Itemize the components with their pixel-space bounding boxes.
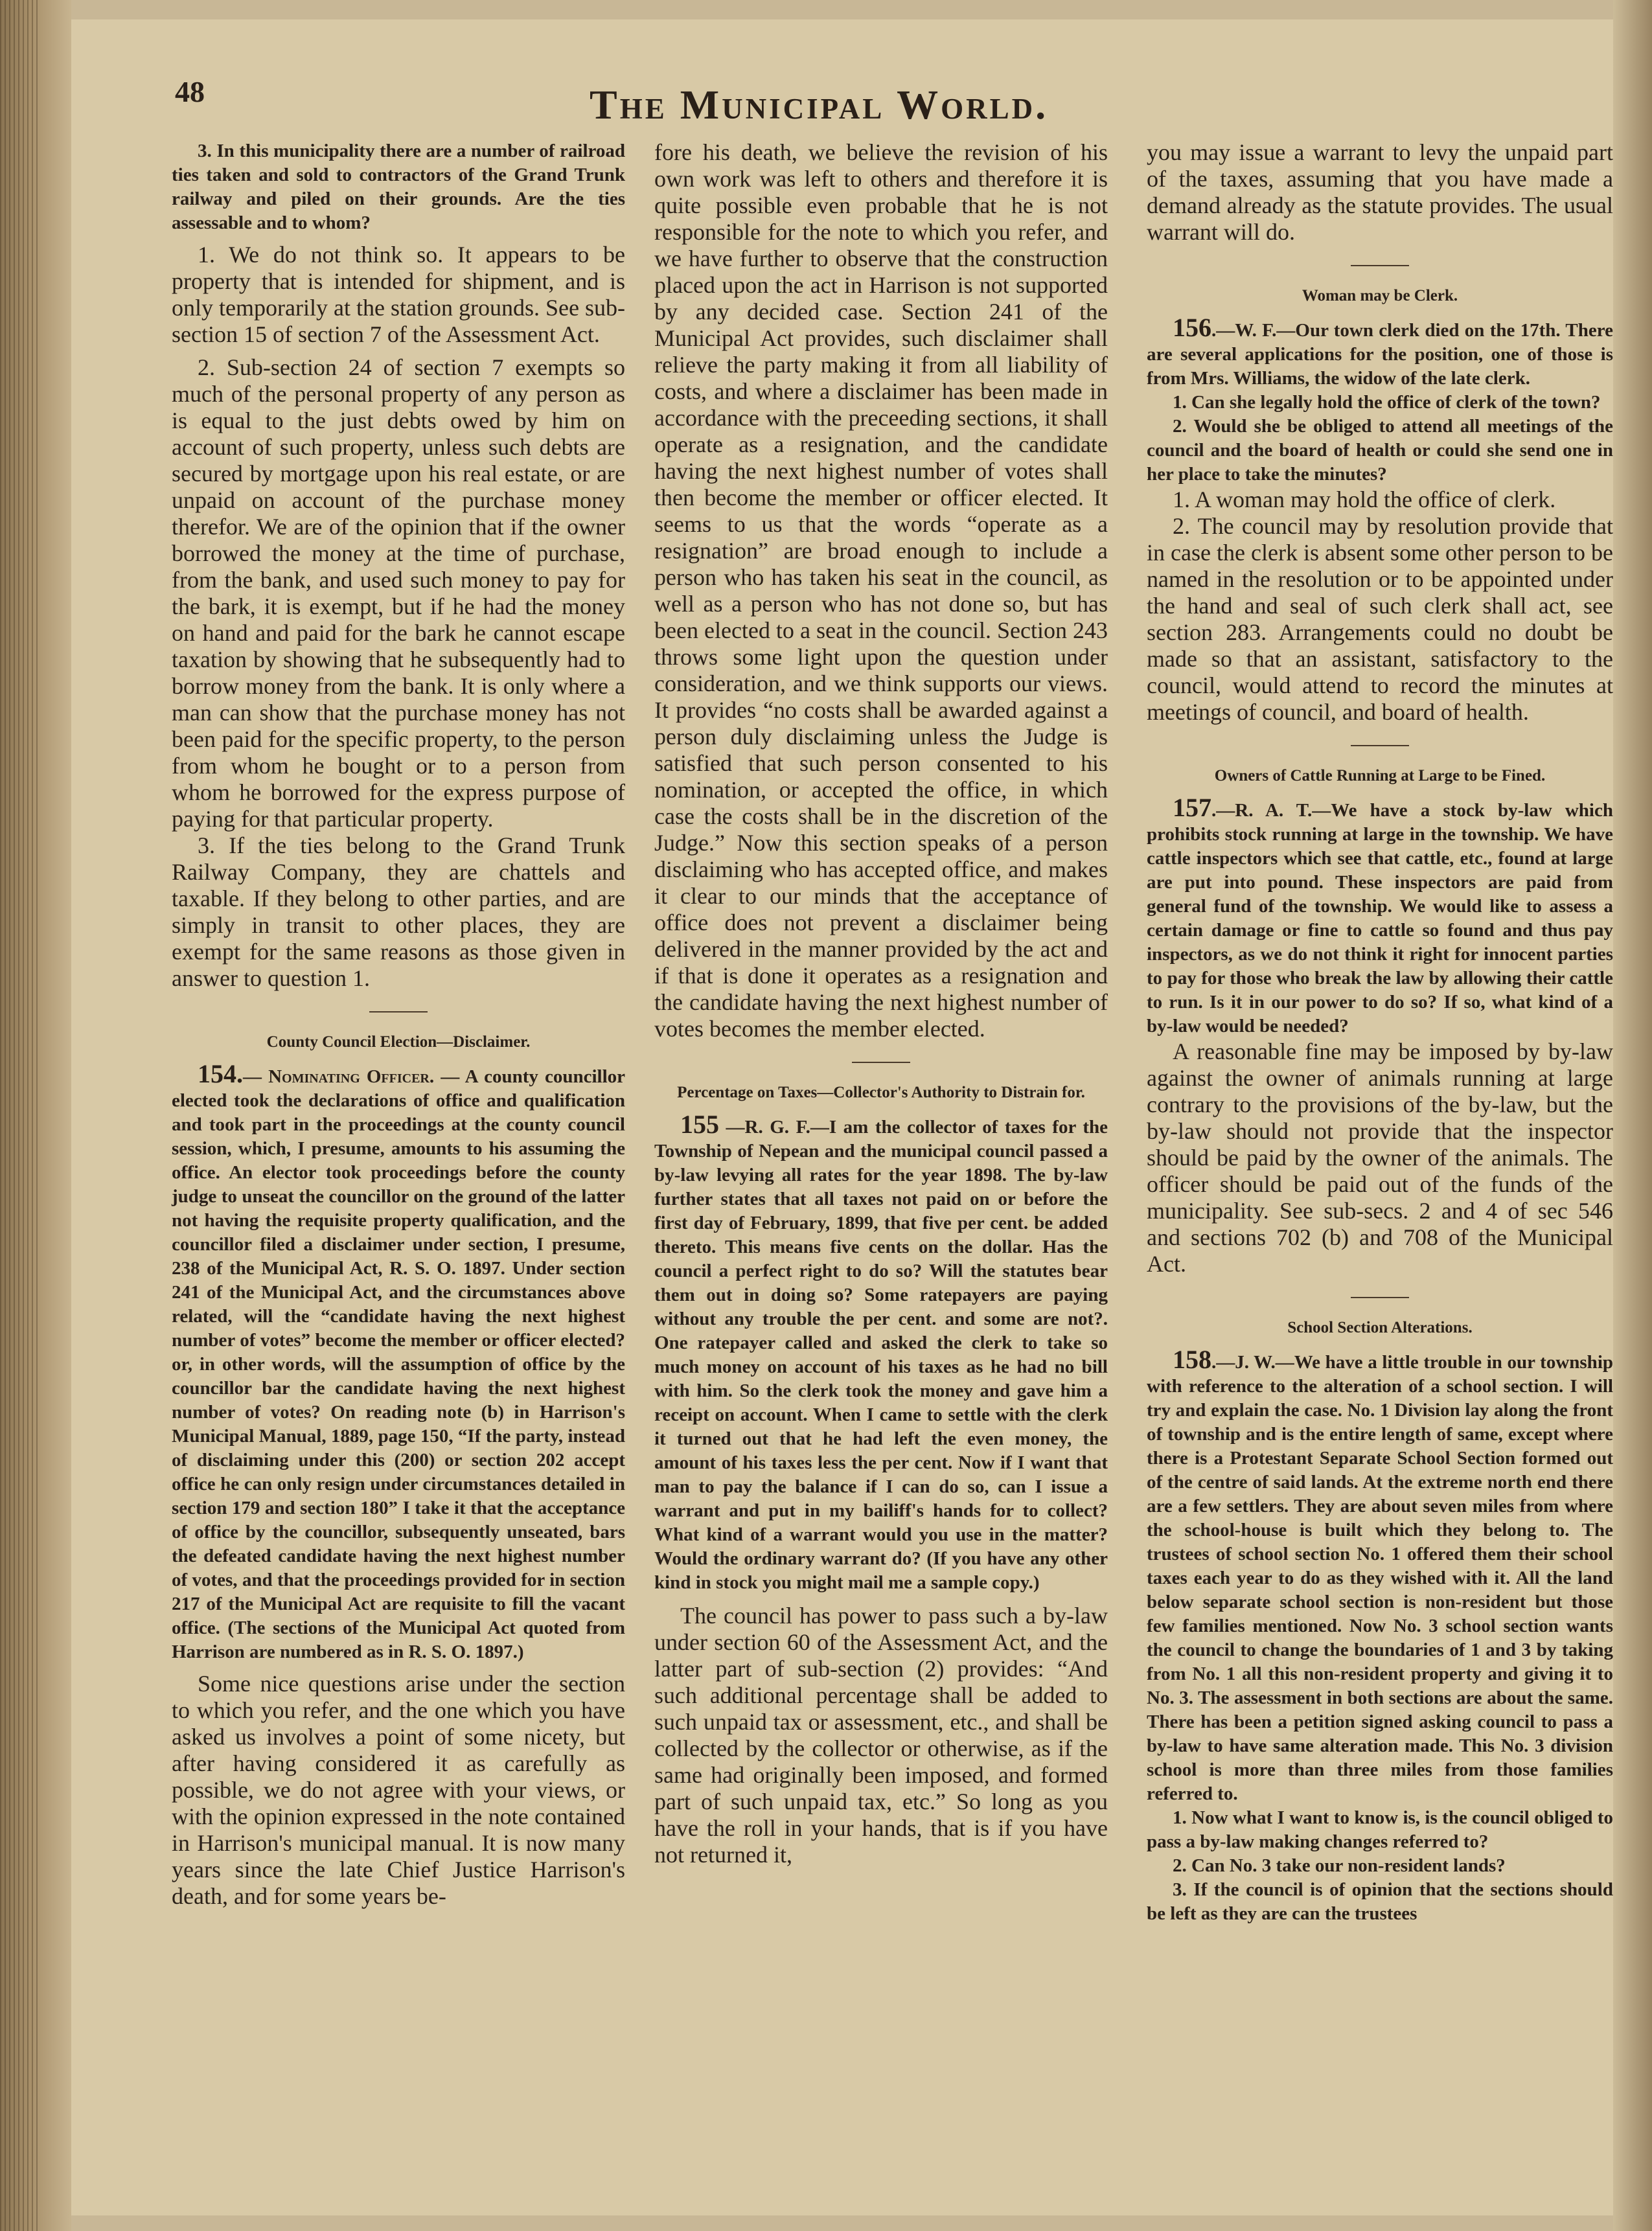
section-divider xyxy=(1351,265,1409,266)
heading-154: — Nominating Officer. xyxy=(243,1066,435,1087)
answer-155: The council has power to pass such a by-law under section 60 of the Assessment Act, and the latter part of sub-section (2) provides: “And such additional percentage shall be added to such unpaid tax or assessment, etc., and shall be collected by the collector or otherwise, as if the same had originally been imposed, and formed part of such unpaid tax, etc.” So long as you have the roll in your hands, that is if you have not returned it, xyxy=(654,1603,1108,1868)
page-edge-shadow xyxy=(1613,0,1652,2231)
item-number-155: 155 xyxy=(680,1110,719,1139)
section-divider xyxy=(1351,745,1409,746)
book-binding xyxy=(0,0,71,2231)
section-title-155: Percentage on Taxes—Collector's Authority to Distrain for. xyxy=(677,1084,1085,1101)
binding-page-edges xyxy=(0,0,39,2231)
column-3 xyxy=(1147,139,1613,1926)
question-154 xyxy=(172,1059,626,1664)
answer-1: 1. We do not think so. It appears to be property that is intended for shipment, and is only temporarily at the station grounds. See sub-section 15 of section 7 of the Assessment Act. xyxy=(172,242,625,347)
column-2 xyxy=(654,139,1108,1868)
column-1 xyxy=(172,139,625,1910)
section-title-154: County Council Election—Disclaimer. xyxy=(266,1033,531,1051)
question-155-text: —R. G. F.—I am the collector of taxes for the Township of Nepean and the municipal council passed a by-law levying all rates for the year 1898. The by-law further states that all taxes not paid on or before the first day of February, 1899, that five per cent. be added thereto. This means five cents on the dollar. Has the council a perfect right to do so? Will the statutes bear them out in doing so? Some ratepayers are paying without any trouble the per cent. and some are not?. One ratepayer called and asked the clerk to take so much money on account of his taxes as he had no bill with him. So the clerk took the money and gave him a receipt on account. When I came to settle with the clerk it turned out that he had left the even money, the amount of his taxes less the per cent. Now if I want that man to pay the balance if I can do so, can I issue a warrant and put in my bailiff's hands for to collect? What kind of a warrant would you use in the matter? Would the ordinary warrant do? (If you have any other kind in stock you might mail me a sample copy.) xyxy=(654,1117,1108,1593)
answer-157: A reasonable fine may be imposed by by-law against the owner of animals running at large contrary to the provisions of the by-law, but the by-law should not provide that the inspector should be paid by the owner of the animals. The officer should be paid out of the funds of the municipality. See sub-secs. 2 and 4 of sec 546 and sections 702 (b) and 708 of the Municipal Act. xyxy=(1147,1038,1613,1277)
answer-156-part-2: 2. The council may by resolution provide that in case the clerk is absent some other person to be named in the resolution or to be appointed under the hand and seal of such clerk shall act, see section 283. Arrangements could no doubt be made so that an assistant, satisfactory to the council, would attend to record the minutes at meetings of council, and board of health. xyxy=(1147,513,1613,725)
question-156-part-2: 2. Would she be obliged to attend all meetings of the council and the board of health or could she send one in her place to take the minutes? xyxy=(1147,416,1613,485)
question-155 xyxy=(654,1112,1108,1595)
section-divider xyxy=(369,1011,428,1013)
answer-3: 3. If the ties belong to the Grand Trunk Railway Company, they are chattels and taxable. If they belong to other parties, and are simply in transit to other places, they are exempt for the same reasons as those given in answer to question 1. xyxy=(172,832,625,991)
question-157-text: .—R. A. T.—We have a stock by-law which prohibits stock running at large in the township. We have cattle inspectors which see that cattle, etc., found at large are put into pound. These inspectors are paid from general fund of the township. We would like to assess a certain damage or fine to cattle so found and thus pay inspectors, as we do not think it right for innocent parties to pay for those who break the law by allowing their cattle to run. Is it in our power to do so? If so, what kind of a by-law would be needed? xyxy=(1147,800,1613,1036)
section-divider xyxy=(852,1062,910,1063)
section-title-157: Owners of Cattle Running at Large to be Fined. xyxy=(1214,767,1546,784)
answer-2: 2. Sub-section 24 of section 7 exempts so much of the personal property of any person as is equal to the just debts owed by him on account of such property, unless such debts are secured by mortgage upon his real estate, or are unpaid on account of the purchase money therefor. We are of the opinion that if the owner borrowed the money at the time of purchase, from the bank, and used such money to pay for the bark, it is exempt, but if he had the money on hand and paid for the bark he cannot escape taxation by showing that he subsequently had to borrow money from the bank. It is only where a man can show that the purchase money has not been paid for the specific property, to the person from whom he bought or to a person from whom he borrowed for the express purpose of paying for that particular property. xyxy=(172,354,625,832)
answer-155-continued: you may issue a warrant to levy the unpaid part of the taxes, assuming that you have made a demand already as the statute provides. The usual warrant will do. xyxy=(1147,139,1613,245)
question-158-text: .—J. W.—We have a little trouble in our township with reference to the alteration of a school section. I will try and explain the case. No. 1 Division lay along the front of township and is the entire length of same, except where there is a Protestant Separate School Section formed out of the centre of said lands. At the extreme north end there are a few settlers. They are about seven miles from where the school-house is built which they belong to. The trustees of school section No. 1 offered them their school taxes each year to do as they wished with it. All the land below separate school section is non-resident but those few families mentioned. Now No. 3 school section wants the council to change the boundaries of 1 and 3 by taking from No. 1 all this non-resident property and giving it to No. 3. The assessment in both sections are about the same. There has been a petition signed asking council to pass a by-law to have same alteration made. This No. 3 division school is more than three miles from those families referred to. xyxy=(1147,1352,1613,1804)
question-3: 3. In this municipality there are a number of railroad ties taken and sold to contractors of the Grand Trunk railway and piled on their grounds. Are the ties assessable and to whom? xyxy=(172,141,625,233)
masthead-title: The Municipal World. xyxy=(590,82,1049,128)
question-158-part-1: 1. Now what I want to know is, is the council obliged to pass a by-law making changes referred to? xyxy=(1147,1807,1613,1852)
item-number-156: 156 xyxy=(1173,313,1211,342)
question-154-text: — A county councillor elected took the declarations of office and qualification and took part in the proceedings at the county council session, which, I presume, amounts to his assuming the office. An elector took proceedings before the county judge to unseat the councillor on the ground of the latter not having the requisite property qualification, and the councillor filed a disclaimer under section, I presume, 238 of the Municipal Act, R. S. O. 1897. Under section 241 of the Municipal Act, and the circumstances above related, will the “candidate having the next highest number of votes” become the member or officer elected? or, in other words, will the assumption of office by the councillor bar the candidate having the next highest number of votes? On reading note (b) in Harrison's Municipal Manual, 1889, page 150, “If the party, instead of disclaiming under this (200) or section 202 accept office he can only resign under circumstances detailed in section 179 and section 180” I take it that the acceptance of office by the councillor, subsequently unseated, bars the defeated candidate having the next highest number of votes, and that the proceedings provided for in section 217 of the Municipal Act are requisite to fill the vacant office. (The sections of the Municipal Act quoted from Harrison are numbered as in R. S. O. 1897.) xyxy=(172,1066,626,1662)
page-number: 48 xyxy=(175,75,205,108)
section-title-156: Woman may be Clerk. xyxy=(1302,287,1458,304)
question-156 xyxy=(1147,315,1613,391)
item-number-154: 154. xyxy=(198,1059,243,1088)
answer-154-continued: fore his death, we believe the revision of his own work was left to others and therefore it is quite possible even probable that he is not responsible for the note to which you refer, and we have further to observe that the construction placed upon the act in Harrison is not supported by any decided case. Section 241 of the Municipal Act provides, such disclaimer shall relieve the party making it from all liability of costs, and where a disclaimer has been made in accordance with the preceeding sections, it shall operate as a resignation, and the candidate having the next highest number of votes shall then become the member or officer elected. It seems to us that the words “operate as a resignation” are broad enough to include a person who has taken his seat in the council, as well as a person who has not done so, but has been elected to a seat in the council. Section 243 throws some light upon the question under consideration, and we think supports our views. It provides “no costs shall be awarded against a person duly disclaiming unless the Judge is satisfied that such person consented to his nomination, or accepted the office, in which case the costs shall be in the discretion of the Judge.” Now this section speaks of a person disclaiming who has accepted office, and makes it clear to our minds that the acceptance of office does not prevent a disclaimer being delivered in the manner provided by the act and if that is done it operates as a resignation and the candidate having the next highest number of votes becomes the member elected. xyxy=(654,139,1108,1042)
answer-154: Some nice questions arise under the section to which you refer, and the one which you have asked us involves a point of some nicety, but after having considered it as carefully as possible, we do not agree with your views, or with the opinion expressed in the note contained in Harrison's municipal manual. It is now many years since the late Chief Justice Harrison's death, and for some years be- xyxy=(172,1671,625,1909)
item-number-158: 158 xyxy=(1173,1345,1211,1374)
section-title-158: School Section Alterations. xyxy=(1287,1319,1473,1336)
question-158 xyxy=(1147,1347,1613,1806)
section-divider xyxy=(1351,1297,1409,1298)
question-158-part-2: 2. Can No. 3 take our non-resident lands? xyxy=(1173,1855,1506,1876)
question-156-part-1: 1. Can she legally hold the office of clerk of the town? xyxy=(1173,392,1601,413)
item-number-157: 157 xyxy=(1173,793,1211,822)
page-header xyxy=(175,68,1620,126)
question-157 xyxy=(1147,795,1613,1038)
question-158-part-3: 3. If the council is of opinion that the sections should be left as they are can the trustees xyxy=(1147,1879,1613,1924)
question-156-text: .—W. F.—Our town clerk died on the 17th. There are several applications for the position, one of those is from Mrs. Williams, the widow of the late clerk. xyxy=(1147,320,1613,389)
answer-156-part-1: 1. A woman may hold the office of clerk. xyxy=(1173,486,1556,512)
